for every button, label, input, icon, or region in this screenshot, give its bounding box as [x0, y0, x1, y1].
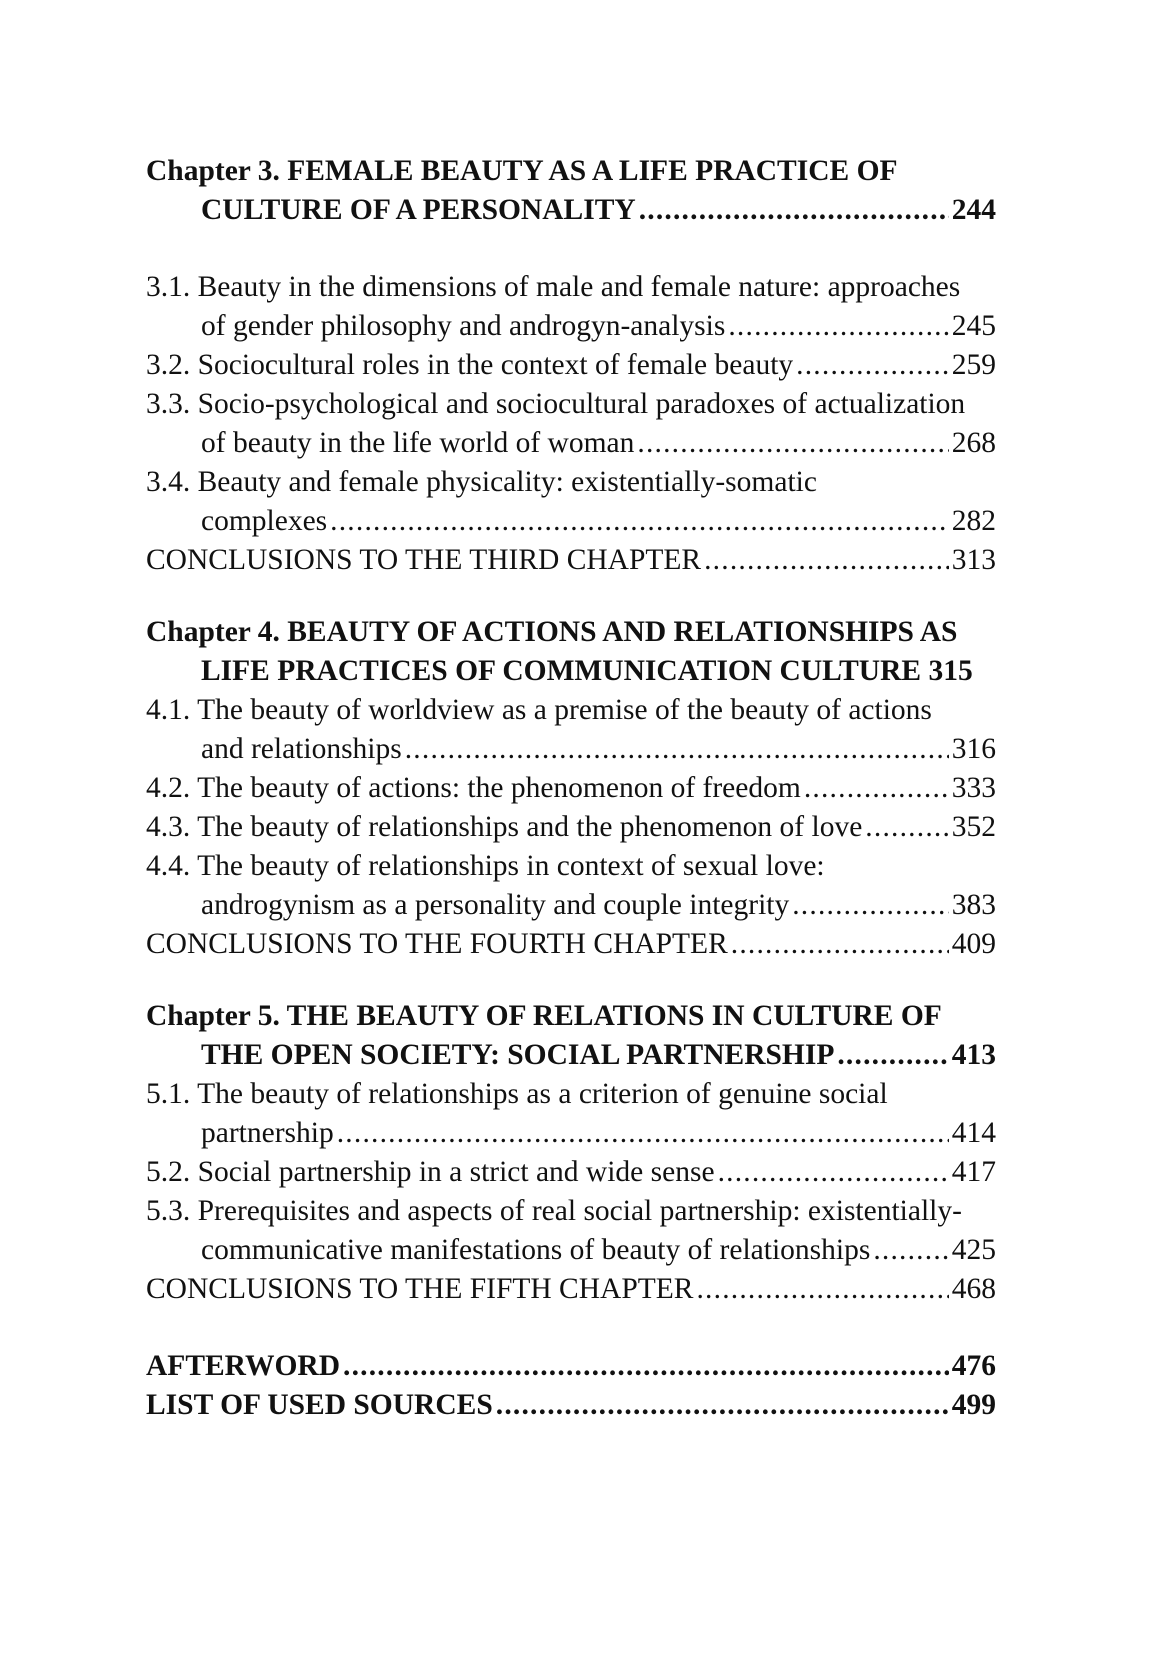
section-3-3-page: 268	[951, 427, 996, 459]
sources-entry	[146, 1386, 996, 1425]
dot-leader	[731, 925, 949, 964]
section-5-3-line-2	[146, 1231, 996, 1270]
dot-leader	[696, 1270, 948, 1309]
dot-leader	[837, 1036, 948, 1075]
section-5-1-line-1	[146, 1075, 996, 1114]
section-4-3-page: 352	[951, 811, 996, 843]
section-4-4-title: 4.4. The beauty of relationships in context of sexual love:	[146, 850, 825, 882]
chapter-5-title-cont: THE OPEN SOCIETY: SOCIAL PARTNERSHIP	[201, 1039, 835, 1071]
section-3-4-page: 282	[951, 505, 996, 537]
section-3-2	[146, 346, 996, 385]
chapter-3-conclusions-title: CONCLUSIONS TO THE THIRD CHAPTER	[146, 544, 702, 576]
chapter-3-title-cont: CULTURE OF A PERSONALITY	[201, 194, 636, 226]
section-5-1-title: 5.1. The beauty of relationships as a criterion of genuine social	[146, 1078, 888, 1110]
section-5-3-title-cont: communicative manifestations of beauty of relationships	[201, 1234, 871, 1266]
section-3-2-title: 3.2. Sociocultural roles in the context of female beauty	[146, 349, 794, 381]
section-3-4-title-cont: complexes	[201, 505, 328, 537]
section-5-2-title: 5.2. Social partnership in a strict and wide sense	[146, 1156, 715, 1188]
section-5-2	[146, 1153, 996, 1192]
dot-leader	[718, 1153, 949, 1192]
chapter-4-title: Chapter 4. BEAUTY OF ACTIONS AND RELATIONSHIPS AS	[146, 616, 958, 648]
section-3-2-page: 259	[951, 349, 996, 381]
chapter-5-page: 413	[951, 1039, 996, 1071]
chapter-5-heading-line-1	[146, 997, 996, 1036]
section-5-1-page: 414	[951, 1117, 996, 1149]
section-3-4-title: 3.4. Beauty and female physicality: existentially-somatic	[146, 466, 817, 498]
chapter-4-heading-line-1	[146, 613, 996, 652]
dot-leader	[865, 808, 948, 847]
section-4-4-line-2	[146, 886, 996, 925]
section-4-4-title-cont: androgynism as a personality and couple integrity	[201, 889, 790, 921]
dot-leader	[343, 1347, 949, 1386]
chapter-4-heading-line-2	[146, 652, 996, 691]
section-3-3-line-1	[146, 385, 996, 424]
chapter-3-title: Chapter 3. FEMALE BEAUTY AS A LIFE PRACTICE OF	[146, 155, 898, 187]
dot-leader	[873, 1231, 948, 1270]
section-5-1-line-2	[146, 1114, 996, 1153]
section-4-2-title: 4.2. The beauty of actions: the phenomenon of freedom	[146, 772, 801, 804]
chapter-3-conclusions	[146, 541, 996, 580]
section-4-4-page: 383	[951, 889, 996, 921]
afterword-page: 476	[951, 1350, 996, 1382]
section-5-1-title-cont: partnership	[201, 1117, 334, 1149]
dot-leader	[704, 541, 949, 580]
section-3-4-line-1	[146, 463, 996, 502]
chapter-5-heading-line-2	[146, 1036, 996, 1075]
section-4-3-title: 4.3. The beauty of relationships and the phenomenon of love	[146, 811, 863, 843]
section-3-1-line-2	[146, 307, 996, 346]
dot-leader	[337, 1114, 949, 1153]
dot-leader	[639, 191, 949, 230]
dot-leader	[496, 1386, 949, 1425]
chapter-4-conclusions-page: 409	[951, 928, 996, 960]
dot-leader	[405, 730, 949, 769]
section-4-1-title-cont: and relationships	[201, 733, 402, 765]
section-4-1-line-2	[146, 730, 996, 769]
dot-leader	[330, 502, 949, 541]
afterword-title: AFTERWORD	[146, 1350, 340, 1382]
chapter-4-conclusions	[146, 925, 996, 964]
afterword-entry	[146, 1347, 996, 1386]
chapter-5-conclusions	[146, 1270, 996, 1309]
section-4-2-page: 333	[951, 772, 996, 804]
section-3-3-title: 3.3. Socio-psychological and sociocultural paradoxes of actualization	[146, 388, 966, 420]
sources-title: LIST OF USED SOURCES	[146, 1389, 493, 1421]
chapter-5-title: Chapter 5. THE BEAUTY OF RELATIONS IN CULTURE OF	[146, 1000, 942, 1032]
section-3-1-page: 245	[951, 310, 996, 342]
dot-leader	[792, 886, 949, 925]
sources-page: 499	[951, 1389, 996, 1421]
section-4-1-page: 316	[951, 733, 996, 765]
section-5-3-title: 5.3. Prerequisites and aspects of real social partnership: existentially-	[146, 1195, 962, 1227]
table-of-contents	[146, 152, 996, 1425]
chapter-4-page: 315	[928, 655, 973, 687]
chapter-5-conclusions-page: 468	[951, 1273, 996, 1305]
section-3-1-line-1	[146, 268, 996, 307]
section-3-3-title-cont: of beauty in the life world of woman	[201, 427, 635, 459]
section-4-1-title: 4.1. The beauty of worldview as a premise of the beauty of actions	[146, 694, 932, 726]
section-3-4-line-2	[146, 502, 996, 541]
section-3-1-title-cont: of gender philosophy and androgyn-analysis	[201, 310, 726, 342]
chapter-3-heading-line-1	[146, 152, 996, 191]
chapter-3-page: 244	[951, 194, 996, 226]
chapter-4-title-cont: LIFE PRACTICES OF COMMUNICATION CULTURE	[201, 655, 922, 687]
chapter-3-conclusions-page: 313	[951, 544, 996, 576]
chapter-3-heading-line-2	[146, 191, 996, 230]
section-4-4-line-1	[146, 847, 996, 886]
section-5-2-page: 417	[951, 1156, 996, 1188]
dot-leader	[796, 346, 949, 385]
section-4-3	[146, 808, 996, 847]
chapter-4-conclusions-title: CONCLUSIONS TO THE FOURTH CHAPTER	[146, 928, 728, 960]
section-4-2	[146, 769, 996, 808]
section-3-3-line-2	[146, 424, 996, 463]
chapter-5-conclusions-title: CONCLUSIONS TO THE FIFTH CHAPTER	[146, 1273, 694, 1305]
section-3-1-title: 3.1. Beauty in the dimensions of male and female nature: approaches	[146, 271, 961, 303]
dot-leader	[804, 769, 949, 808]
section-4-1-line-1	[146, 691, 996, 730]
section-5-3-page: 425	[951, 1234, 996, 1266]
dot-leader	[728, 307, 948, 346]
section-5-3-line-1	[146, 1192, 996, 1231]
dot-leader	[637, 424, 948, 463]
